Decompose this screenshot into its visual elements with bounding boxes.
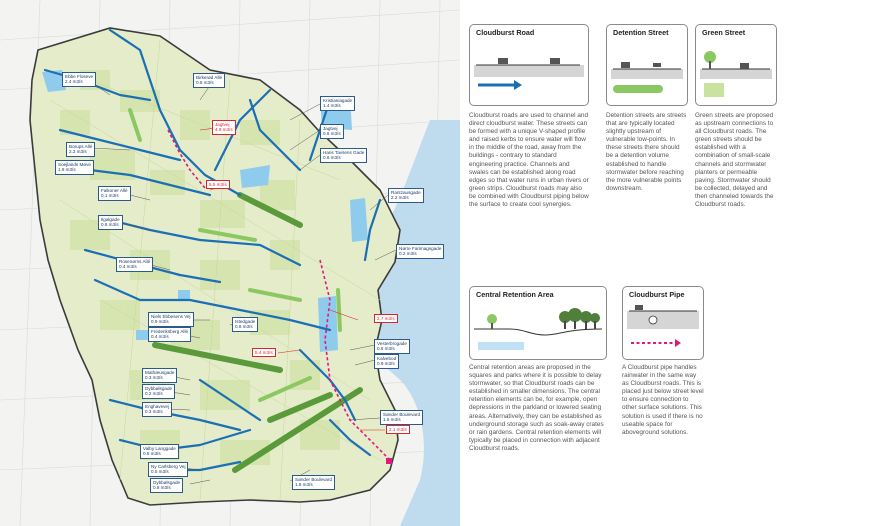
street-name: Jagtvej	[323, 126, 338, 131]
flow-rate: 0.8 m3/s	[153, 485, 171, 491]
street-name: Sønder Boulevard	[295, 477, 333, 482]
street-name: Niels Ebbesens Vej	[151, 314, 191, 319]
green-street-illustration	[696, 25, 776, 105]
map-street-label	[212, 120, 236, 135]
map-street-label	[374, 314, 398, 323]
pipe-outlet	[386, 458, 392, 464]
street-name: Vesterbrogade	[377, 341, 407, 346]
green-street-title: Green Street	[702, 28, 746, 37]
flow-rate: 0.2 m3/s	[399, 251, 417, 257]
flow-rate: 0.5 m3/s	[143, 451, 161, 457]
central-retention-description: Central retention areas are proposed in the squares and parks where it is possible to delay stormwater, so that Cloudburst roads can be established in smaller dimensions. The central retention elements can be, for example, open depressions in the parkland or lowered seating areas. Alternatively, they can be established as underground storage such as soak-away crates or rain gardens. Central retention elements will typically be placed in connection with adjacent Cloudburst roads.	[469, 364, 604, 452]
map-street-label	[380, 410, 423, 425]
map-street-label	[98, 215, 123, 230]
flow-rate: 0.6 m3/s	[377, 346, 395, 352]
map-street-label	[148, 312, 194, 327]
map-street-label	[206, 180, 230, 189]
flow-rate: 2.2 m3/s	[69, 149, 87, 155]
street-name: 5.5 m3/s	[209, 182, 227, 187]
detention-street-title: Detention Street	[613, 28, 669, 37]
green-street-description: Green streets are proposed as upstream connections to all Cloudburst roads. The green streets should be established with a combination of small-scale channels and stormwater planters or permeable paving. Stormwater should be collected, delayed and then channeled towards the Cloudburst roads.	[695, 112, 774, 209]
map-street-label	[140, 444, 179, 459]
flow-rate: 2.2 m3/s	[391, 195, 409, 201]
street-name: Soejlands Møve	[58, 162, 91, 167]
map-street-label	[142, 368, 177, 383]
map-street-label	[320, 124, 344, 139]
map-street-label	[62, 72, 96, 87]
flow-rate: 0.3 m3/s	[145, 409, 163, 415]
cloudburst-pipe-title: Cloudburst Pipe	[629, 290, 685, 299]
cloudburst-road-description: Cloudburst roads are used to channel and direct cloudburst water. These streets can be formed with a unique V-shaped profile and raised kerbs to ensure water will flow in the middle of the road, away from the buildings - contrary to standard engineering practice. Channels and swales can be established along road edges so that water runs in urban rivers or green strips. Cloudburst roads may also be combined with Cloudburst piping below the surface to create cool synergies.	[469, 112, 589, 209]
flow-rate: 1.4 m3/s	[323, 103, 341, 109]
map-street-label	[66, 142, 95, 157]
map-street-label	[142, 384, 175, 399]
street-name: Kristianiagade	[323, 98, 353, 103]
cloudburst-road-illustration	[470, 25, 588, 105]
flow-rate: 0.2 m3/s	[145, 391, 163, 397]
street-name: Frederiksberg Allé	[151, 329, 189, 334]
street-name: Sønder Boulevard	[383, 412, 421, 417]
street-name: Enghavevej	[145, 404, 170, 409]
map-street-label	[252, 348, 276, 357]
flow-rate: 1.5 m3/s	[383, 417, 401, 423]
flow-rate: 2.4 m3/s	[65, 79, 83, 85]
street-name: Birkerød Allé	[196, 75, 223, 80]
flow-rate: 0.3 m3/s	[145, 375, 163, 381]
map-street-label	[320, 96, 355, 111]
map-street-label	[55, 160, 94, 175]
street-name: Istedgade	[235, 319, 256, 324]
map-street-label	[374, 354, 399, 369]
map-street-label	[320, 148, 367, 163]
cloudburst-pipe-description: A Cloudburst pipe handles rainwater in the same way as Cloudburst roads. This is placed just below street level to ensure connection to other surface solutions. This solution is used if there is no useable space for aboveground solutions.	[622, 364, 704, 436]
flow-rate: 0.6 m3/s	[323, 131, 341, 137]
flow-rate: 4.9 m3/s	[215, 127, 233, 133]
flow-rate: 0.9 m3/s	[377, 361, 395, 367]
map-street-label	[98, 186, 131, 201]
flow-rate: 0.8 m3/s	[235, 324, 253, 330]
street-name: Valby Langgade	[143, 446, 176, 451]
map-street-label	[292, 475, 335, 490]
street-name: Ilgalgade	[101, 217, 120, 222]
flow-rate: 0.5 m3/s	[151, 469, 169, 475]
street-name: Borups Allé	[69, 144, 93, 149]
street-name: Falkoner Allé	[101, 188, 128, 193]
flow-rate: 0.6 m3/s	[101, 222, 119, 228]
street-name: Kalvebod	[377, 356, 397, 361]
map-street-label	[396, 244, 444, 259]
street-name: Mathæusgade	[145, 370, 175, 375]
flow-rate: 0.4 m3/s	[151, 334, 169, 340]
map-street-label	[193, 73, 225, 88]
central-retention-title: Central Retention Area	[476, 290, 554, 299]
flow-rate: 1.8 m3/s	[58, 167, 76, 173]
cloudburst-road-title: Cloudburst Road	[476, 28, 535, 37]
map-street-label	[374, 339, 410, 354]
street-name: 2.7 m3/s	[377, 316, 395, 321]
map-street-label	[142, 402, 172, 417]
map-street-label	[388, 188, 424, 203]
flow-rate: 0.1 m3/s	[101, 193, 119, 199]
detention-street-description: Detention streets are streets that are typically located slightly upstream of vulnerable low-points. In these streets there should be a detention volume established to handle stormwater before reaching the more vulnerable points downstream.	[606, 112, 687, 192]
street-name: Nørre Farimagsgade	[399, 246, 442, 251]
cloudburst-pipe-illustration	[623, 287, 703, 359]
street-name: Hans Tavsens Gade	[323, 150, 365, 155]
cloudburst-pipe-card	[622, 286, 704, 360]
street-name: Dybbølsgade	[153, 480, 181, 485]
central-retention-card	[469, 286, 607, 360]
flow-rate: 0.6 m3/s	[323, 155, 341, 161]
map-street-label	[116, 257, 153, 272]
map-street-label	[232, 317, 258, 332]
flow-rate: 0.5 m3/s	[196, 80, 214, 86]
central-retention-illustration	[470, 287, 606, 359]
green-street-card	[695, 24, 777, 106]
map-street-label	[148, 327, 191, 342]
map-street-label	[148, 462, 188, 477]
cloudburst-road-card	[469, 24, 589, 106]
street-name: Jagtvej	[215, 122, 230, 127]
flow-rate: 0.4 m3/s	[119, 264, 137, 270]
flow-rate: 1.8 m3/s	[295, 482, 313, 488]
flow-rate: 0.9 m3/s	[151, 319, 169, 325]
street-name: Ny Carlsberg Vej	[151, 464, 186, 469]
street-name: 2.1 m3/s	[389, 427, 407, 432]
street-name: Rantzausgade	[391, 190, 421, 195]
street-name: Dybbølsgade	[145, 386, 173, 391]
detention-street-illustration	[607, 25, 687, 105]
street-name: 5.4 m3/s	[255, 350, 273, 355]
street-name: Rosenørns Allé	[119, 259, 151, 264]
detention-street-card	[606, 24, 688, 106]
map-street-label	[386, 425, 410, 434]
map-street-label	[150, 478, 183, 493]
street-name: Ebbe Floseve	[65, 74, 94, 79]
